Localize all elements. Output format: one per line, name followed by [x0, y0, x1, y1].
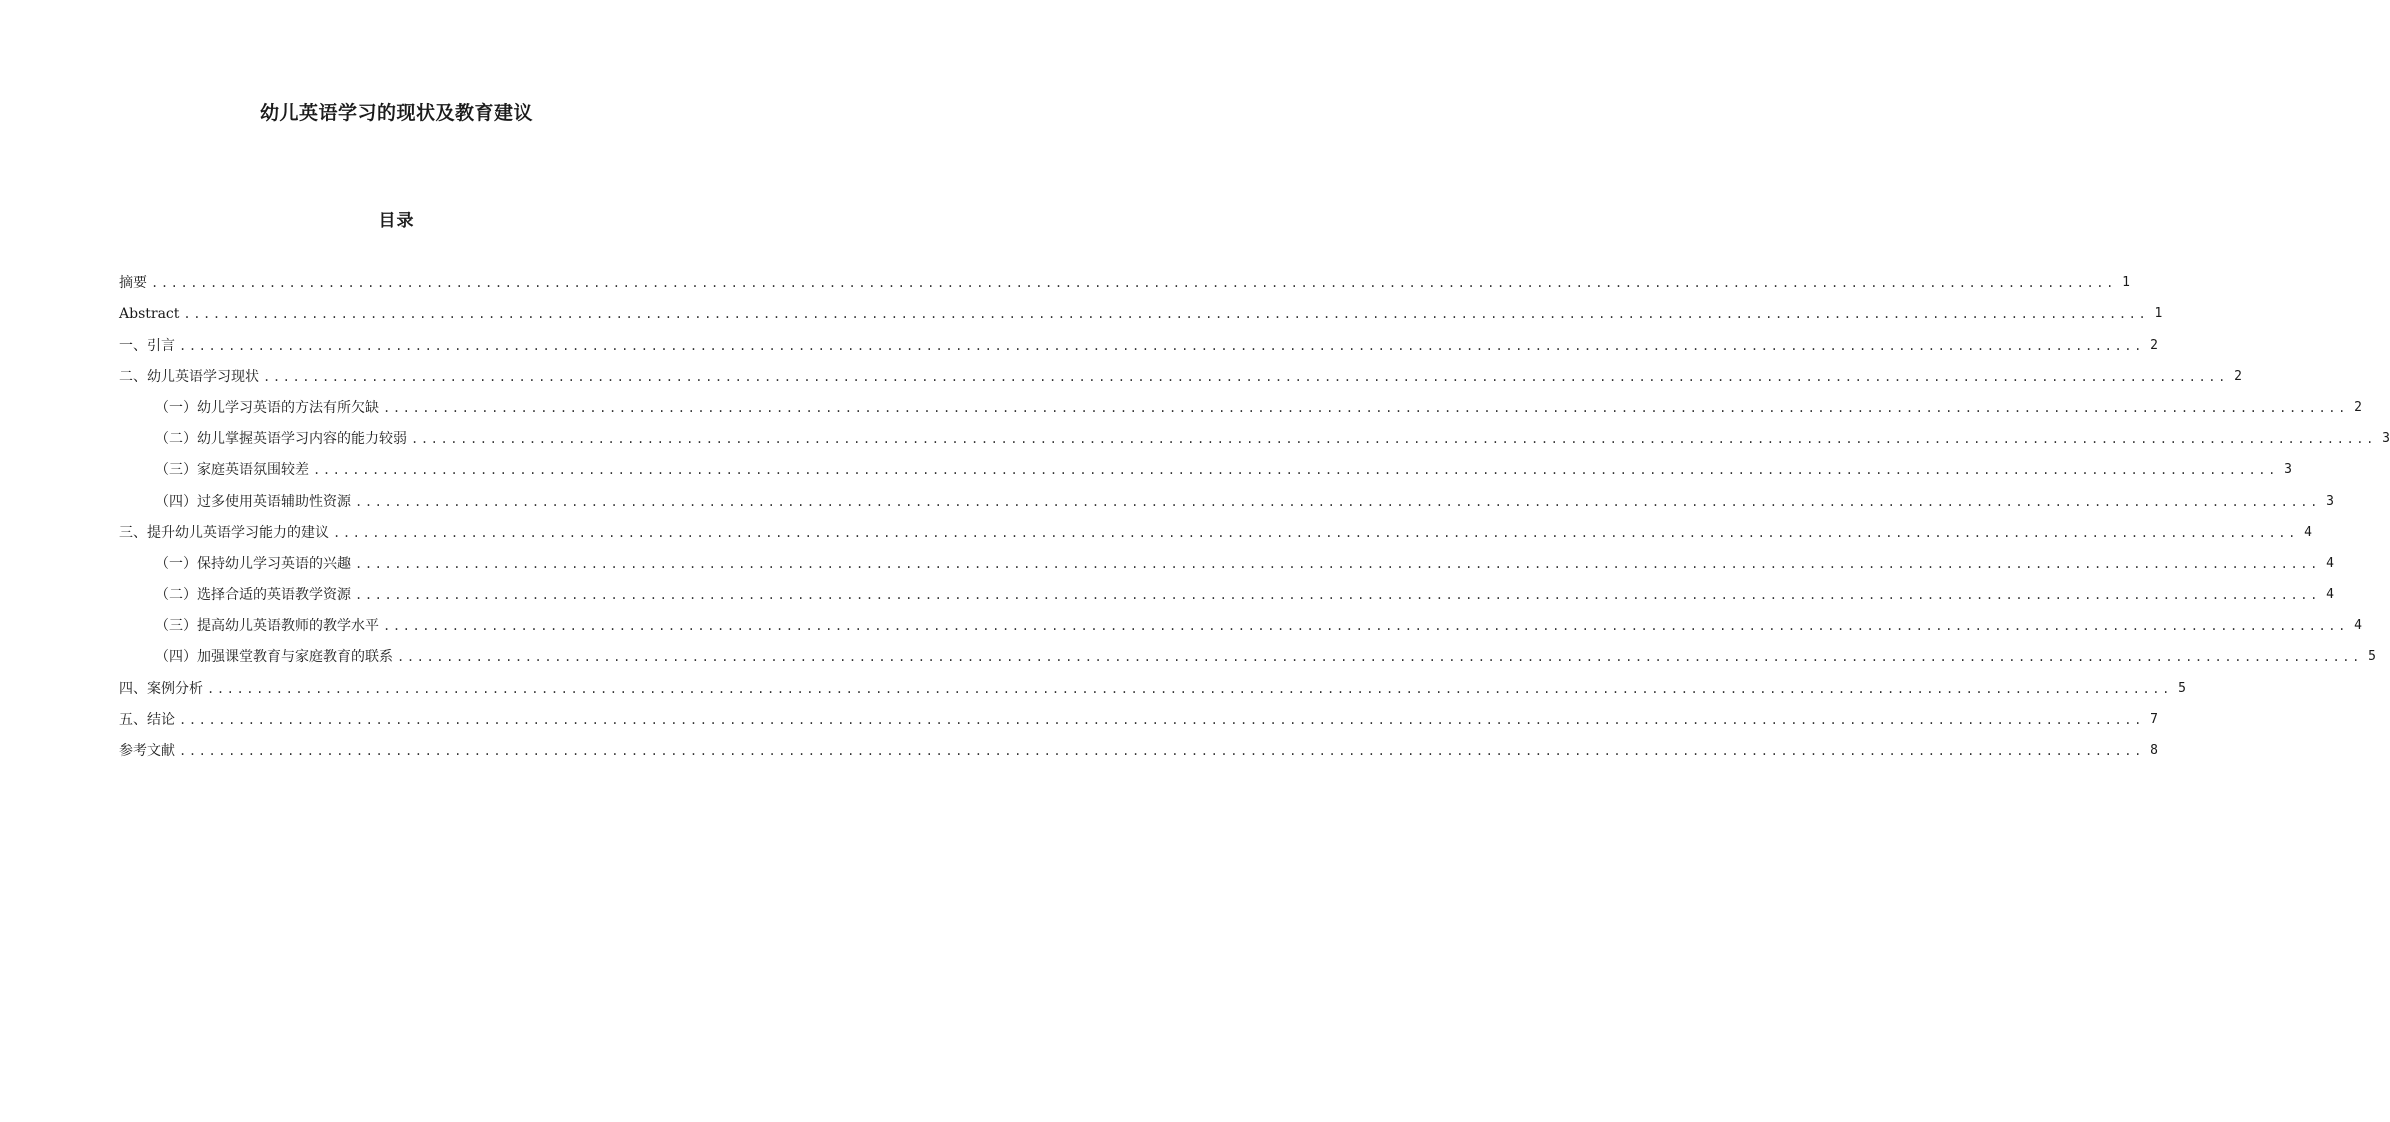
toc-entry-label: Abstract: [119, 306, 180, 323]
toc-entry-label: （一）保持幼儿学习英语的兴趣: [155, 555, 351, 572]
toc-entry[interactable]: [119, 387, 2362, 418]
toc-entry-label: （二）选择合适的英语教学资源: [155, 587, 351, 604]
toc-entry-page: 4: [2304, 524, 2312, 540]
toc-entry-label: （四）过多使用英语辅助性资源: [155, 493, 351, 510]
toc-entry[interactable]: [119, 699, 2158, 730]
toc-dot-leader: ........................................................................................................................................................................................................: [179, 338, 2144, 353]
toc-dot-leader: ........................................................................................................................................................................................................: [151, 276, 2116, 291]
toc-entry-page: 1: [2154, 306, 2163, 322]
toc-entry-label: 三、提升幼儿英语学习能力的建议: [119, 524, 329, 541]
toc-entry[interactable]: [119, 667, 2186, 698]
toc-entry-label: （三）提高幼儿英语教师的教学水平: [155, 618, 379, 635]
toc-entry-label: （一）幼儿学习英语的方法有所欠缺: [155, 399, 379, 416]
toc-dot-leader: ........................................................................................................................................................................................................: [207, 681, 2172, 696]
toc-entry[interactable]: [119, 449, 2292, 480]
toc-entry[interactable]: [119, 293, 2163, 324]
toc-dot-leader: ........................................................................................................................................................................................................: [179, 744, 2144, 758]
toc-dot-leader: ........................................................................................................................................................................................................: [313, 463, 2278, 478]
toc-dot-leader: ........................................................................................................................................................................................................: [397, 650, 2362, 665]
toc-entry-page: 1: [2122, 275, 2130, 291]
table-of-contents: [119, 262, 2390, 761]
toc-entry-page: 4: [2326, 587, 2334, 603]
toc-entry-page: 3: [2326, 493, 2334, 509]
toc-entry-page: 2: [2234, 368, 2242, 384]
toc-entry-label: 参考文献: [119, 743, 175, 759]
toc-dot-leader: ........................................................................................................................................................................................................: [355, 556, 2320, 571]
toc-dot-leader: ........................................................................................................................................................................................................: [333, 525, 2298, 540]
toc-dot-leader: ........................................................................................................................................................................................................: [383, 619, 2348, 634]
toc-entry[interactable]: [119, 324, 2158, 355]
toc-entry[interactable]: [119, 480, 2334, 511]
toc-entry-page: 2: [2354, 399, 2362, 415]
toc-dot-leader: ........................................................................................................................................................................................................: [263, 369, 2228, 384]
toc-entry[interactable]: [119, 574, 2334, 605]
toc-entry[interactable]: [119, 262, 2130, 293]
toc-entry-label: （四）加强课堂教育与家庭教育的联系: [155, 649, 393, 666]
toc-entry-label: 二、幼儿英语学习现状: [119, 368, 259, 385]
toc-entry-label: 一、引言: [119, 337, 175, 354]
toc-entry-page: 7: [2150, 711, 2158, 727]
toc-entry-page: 4: [2326, 555, 2334, 571]
toc-entry-page: 4: [2354, 618, 2362, 634]
toc-dot-leader: ........................................................................................................................................................................................................: [383, 400, 2348, 415]
toc-dot-leader: ........................................................................................................................................................................................................: [355, 494, 2320, 509]
toc-entry[interactable]: [119, 356, 2242, 387]
toc-dot-leader: ........................................................................................................................................................................................................: [355, 588, 2320, 603]
toc-entry[interactable]: [119, 418, 2390, 449]
toc-entry-label: 五、结论: [119, 711, 175, 728]
toc-entry-label: （三）家庭英语氛围较差: [155, 462, 309, 479]
document-title: 幼儿英语学习的现状及教育建议: [259, 102, 533, 124]
toc-entry-label: 摘要: [119, 275, 147, 292]
toc-entry-page: 5: [2178, 680, 2186, 696]
toc-dot-leader: ........................................................................................................................................................................................................: [179, 712, 2144, 727]
toc-heading: 目录: [378, 211, 415, 231]
toc-entry-page: 3: [2284, 462, 2292, 478]
toc-entry-page: 3: [2382, 431, 2390, 447]
toc-entry[interactable]: [119, 605, 2362, 636]
toc-entry[interactable]: [119, 636, 2376, 667]
toc-entry-label: 四、案例分析: [119, 680, 203, 697]
toc-dot-leader: ........................................................................................................................................................................................................: [183, 307, 2149, 322]
toc-entry[interactable]: [119, 543, 2334, 574]
toc-entry[interactable]: [119, 512, 2312, 543]
toc-entry[interactable]: [119, 730, 2158, 761]
toc-entry-page: 2: [2150, 337, 2158, 353]
toc-entry-label: （二）幼儿掌握英语学习内容的能力较弱: [155, 431, 407, 448]
toc-entry-page: 8: [2150, 743, 2158, 758]
toc-entry-page: 5: [2368, 649, 2376, 665]
toc-dot-leader: ........................................................................................................................................................................................................: [411, 432, 2376, 447]
